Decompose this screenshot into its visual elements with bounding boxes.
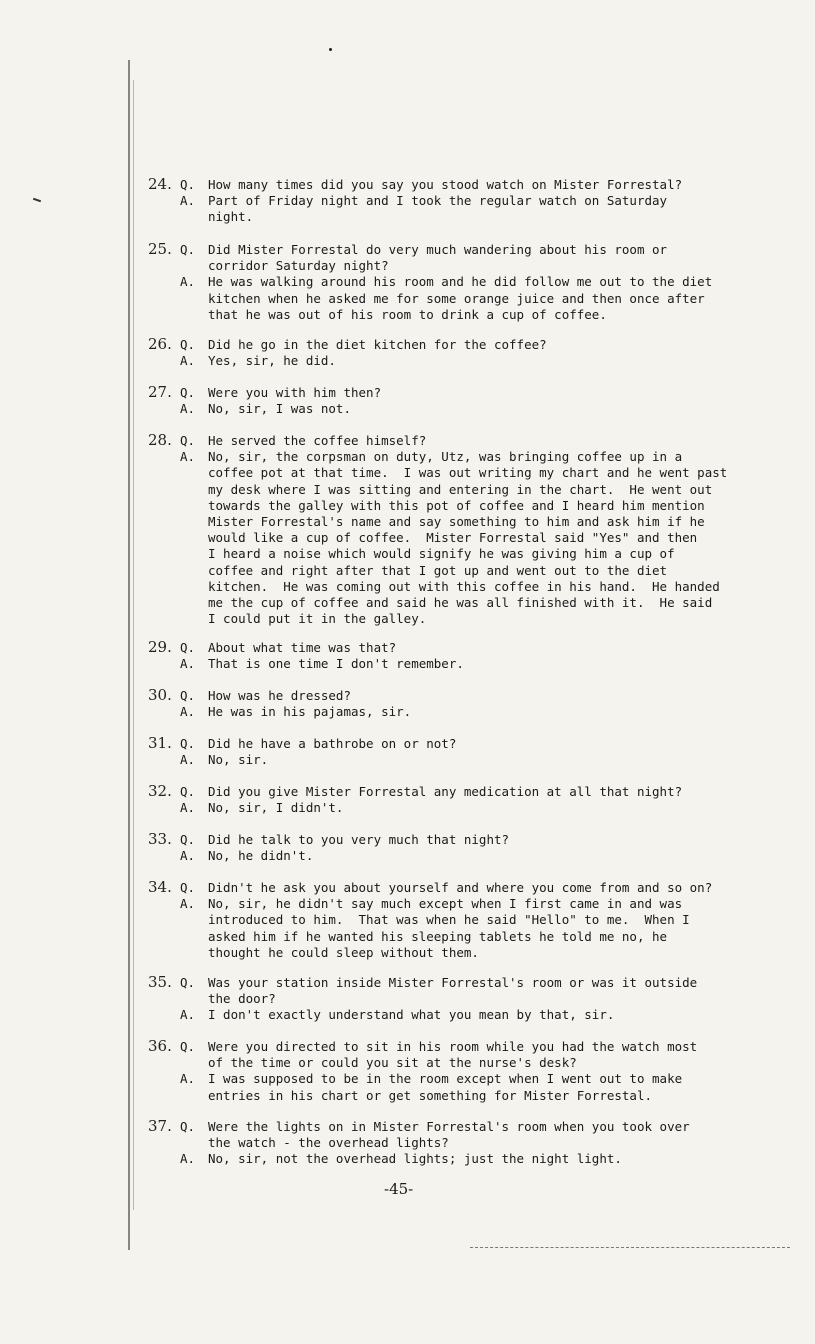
question-row: [148, 686, 778, 704]
question-text: Did he have a bathrobe on or not?: [208, 736, 457, 751]
answer-row: [180, 656, 778, 672]
qa-item: [148, 335, 778, 369]
question-number: 35.: [148, 973, 172, 991]
page-number: -45-: [384, 1180, 414, 1198]
answer-label: A.: [180, 1007, 196, 1023]
question-number: 30.: [148, 686, 172, 704]
qa-item: [148, 734, 778, 768]
question-number: 33.: [148, 830, 172, 848]
qa-item: [148, 383, 778, 417]
question-label: Q.: [180, 433, 196, 448]
question-label: Q.: [180, 688, 196, 703]
answer-label: A.: [180, 752, 196, 768]
answer-row: [180, 193, 778, 225]
answer-text: I don't exactly understand what you mean by that, sir.: [208, 1007, 615, 1023]
question-label: Q.: [180, 784, 196, 799]
answer-text: He was walking around his room and he did follow me out to the diet kitchen when he asked me for some orange juice and then once after that he was out of his room to drink a cup of coffee.: [208, 274, 713, 322]
question-number: 34.: [148, 878, 172, 896]
question-text: Were you with him then?: [208, 385, 382, 400]
qa-item: [148, 878, 778, 961]
answer-text: He was in his pajamas, sir.: [208, 704, 412, 720]
answer-text: Part of Friday night and I took the regular watch on Saturday night.: [208, 193, 668, 225]
question-row: [148, 383, 778, 401]
question-row: [148, 782, 778, 800]
question-label: Q.: [180, 640, 196, 655]
answer-label: A.: [180, 449, 196, 465]
question-label: Q.: [180, 880, 196, 895]
answer-text: No, he didn't.: [208, 848, 314, 864]
question-label: Q.: [180, 385, 196, 400]
question-text: Were you directed to sit in his room while you had the watch most of the time or could you sit at the nurse's desk?: [208, 1039, 698, 1071]
question-number: 25.: [148, 240, 172, 258]
question-text: Was your station inside Mister Forrestal's room or was it outside the door?: [208, 975, 698, 1007]
question-row: [148, 734, 778, 752]
answer-label: A.: [180, 353, 196, 369]
left-margin-rule: [128, 60, 130, 1250]
question-number: 31.: [148, 734, 172, 752]
answer-row: [180, 1151, 778, 1167]
answer-text: No, sir, I didn't.: [208, 800, 344, 816]
question-row: [148, 973, 778, 1007]
question-number: 32.: [148, 782, 172, 800]
answer-row: [180, 353, 778, 369]
question-text: Did he go in the diet kitchen for the coffee?: [208, 337, 547, 352]
bottom-dashed-rule: [470, 1247, 790, 1249]
left-edge-mark: [33, 198, 41, 203]
top-punch-mark: [329, 48, 332, 51]
question-number: 28.: [148, 431, 172, 449]
question-label: Q.: [180, 242, 196, 257]
answer-text: That is one time I don't remember.: [208, 656, 464, 672]
answer-label: A.: [180, 193, 196, 209]
question-text: Didn't he ask you about yourself and where you come from and so on?: [208, 880, 713, 895]
answer-label: A.: [180, 401, 196, 417]
answer-label: A.: [180, 896, 196, 912]
question-label: Q.: [180, 832, 196, 847]
question-number: 26.: [148, 335, 172, 353]
answer-label: A.: [180, 800, 196, 816]
answer-row: [180, 449, 778, 627]
answer-row: [180, 896, 778, 961]
question-text: How was he dressed?: [208, 688, 351, 703]
qa-item: [148, 973, 778, 1024]
question-label: Q.: [180, 337, 196, 352]
question-row: [148, 638, 778, 656]
question-text: Did Mister Forrestal do very much wandering about his room or corridor Saturday night?: [208, 242, 668, 274]
left-margin-rule-inner: [133, 80, 134, 1210]
answer-label: A.: [180, 704, 196, 720]
answer-row: [180, 1007, 778, 1023]
question-label: Q.: [180, 177, 196, 192]
answer-text: No, sir, the corpsman on duty, Utz, was bringing coffee up in a coffee pot at that time. I was out writing my chart and he went past my desk where I was sitting and entering in the chart. He went out towards the galley with this pot of coffee and I heard him mention Mister Forrestal's name and say something to him and ask him if he would like a cup of coffee. Mister Forrestal said "Yes" and then I heard a noise which would signify he was giving him a cup of coffee and right after that I got up and went out to the diet kitchen. He was coming out with this coffee in his hand. He handed me the cup of coffee and said he was all finished with it. He said I could put it in the galley.: [208, 449, 728, 627]
question-row: [148, 1117, 778, 1151]
question-label: Q.: [180, 1119, 196, 1134]
answer-text: I was supposed to be in the room except when I went out to make entries in his chart or get something for Mister Forrestal.: [208, 1071, 683, 1103]
qa-item: [148, 431, 778, 627]
question-row: [148, 878, 778, 896]
qa-item: [148, 782, 778, 816]
answer-row: [180, 1071, 778, 1103]
answer-text: No, sir, not the overhead lights; just the night light.: [208, 1151, 622, 1167]
question-row: [148, 830, 778, 848]
question-text: Did you give Mister Forrestal any medication at all that night?: [208, 784, 683, 799]
answer-row: [180, 274, 778, 323]
answer-label: A.: [180, 848, 196, 864]
answer-row: [180, 848, 778, 864]
qa-item: [148, 175, 778, 226]
question-number: 37.: [148, 1117, 172, 1135]
question-text: Did he talk to you very much that night?: [208, 832, 510, 847]
answer-row: [180, 401, 778, 417]
answer-row: [180, 704, 778, 720]
answer-text: Yes, sir, he did.: [208, 353, 336, 369]
qa-item: [148, 830, 778, 864]
question-row: [148, 335, 778, 353]
question-label: Q.: [180, 736, 196, 751]
question-row: [148, 1037, 778, 1071]
question-number: 24.: [148, 175, 172, 193]
answer-label: A.: [180, 1071, 196, 1087]
qa-item: [148, 1037, 778, 1104]
question-text: He served the coffee himself?: [208, 433, 427, 448]
question-text: About what time was that?: [208, 640, 397, 655]
question-text: Were the lights on in Mister Forrestal's room when you took over the watch - the overhead lights?: [208, 1119, 690, 1151]
question-row: [148, 175, 778, 193]
question-row: [148, 431, 778, 449]
answer-label: A.: [180, 656, 196, 672]
question-label: Q.: [180, 1039, 196, 1054]
answer-row: [180, 800, 778, 816]
answer-text: No, sir, he didn't say much except when I first came in and was introduced to him. That was when he said "Hello" to me. When I asked him if he wanted his sleeping tablets he told me no, he thought he could sleep without them.: [208, 896, 690, 960]
question-number: 27.: [148, 383, 172, 401]
qa-item: [148, 638, 778, 672]
question-text: How many times did you say you stood watch on Mister Forrestal?: [208, 177, 683, 192]
answer-row: [180, 752, 778, 768]
qa-item: [148, 1117, 778, 1168]
answer-text: No, sir, I was not.: [208, 401, 351, 417]
question-row: [148, 240, 778, 274]
answer-label: A.: [180, 274, 196, 290]
answer-label: A.: [180, 1151, 196, 1167]
question-number: 36.: [148, 1037, 172, 1055]
answer-text: No, sir.: [208, 752, 269, 768]
question-number: 29.: [148, 638, 172, 656]
qa-item: [148, 686, 778, 720]
qa-item: [148, 240, 778, 323]
question-label: Q.: [180, 975, 196, 990]
